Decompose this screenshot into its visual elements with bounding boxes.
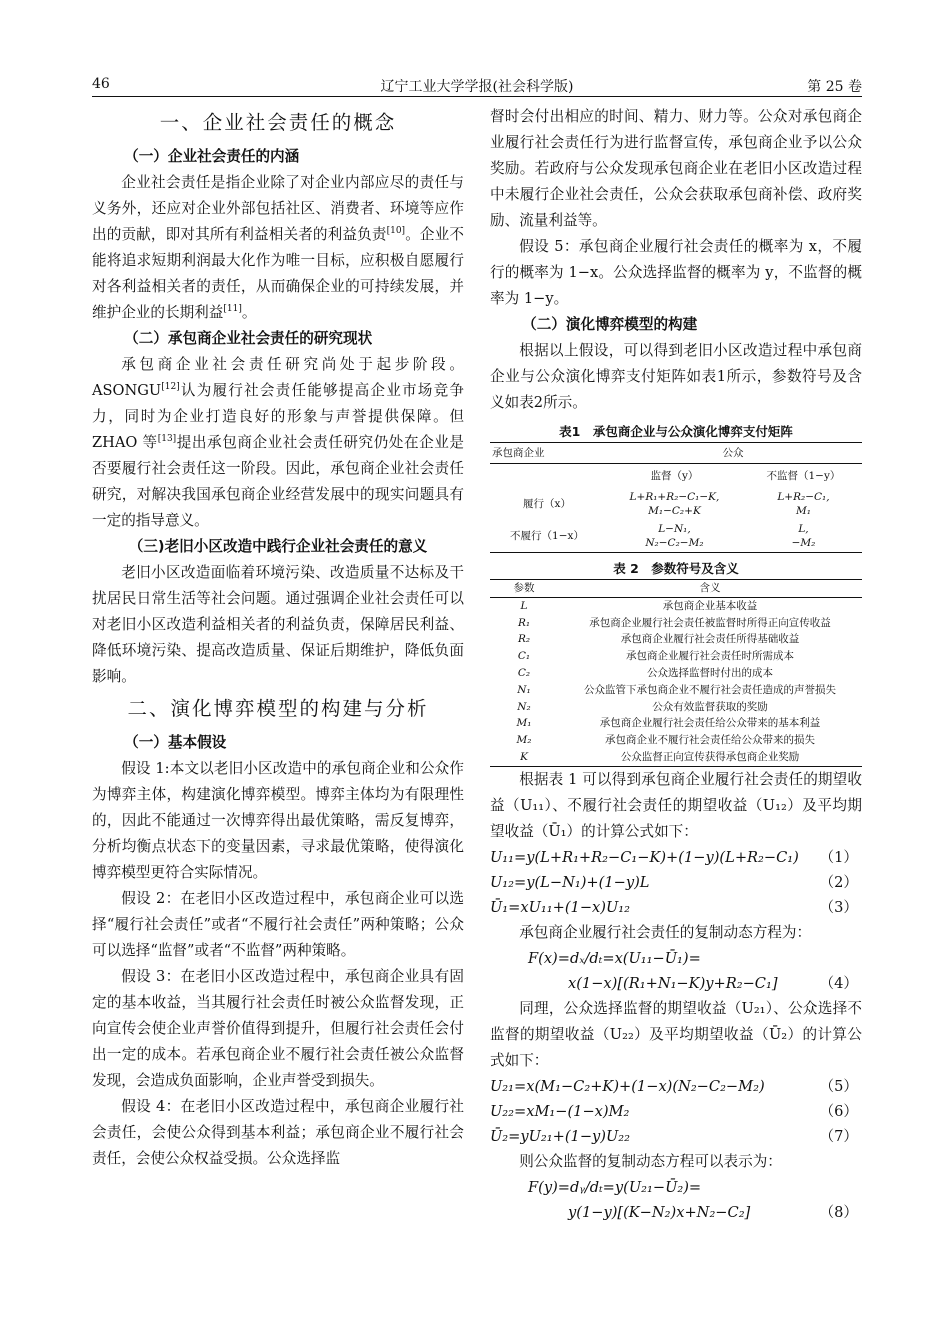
paragraph-expected-returns-public: 同理，公众选择监督的期望收益（U₂₁）、公众选择不监督的期望收益（U₂₂）及平均期望收益（Ū₂）的计算公式如下： — [490, 999, 862, 1069]
assumption-1: 假设 1:本文以老旧小区改造中的承包商企业和公众作为博弈主体，构建演化博弈模型。博弈主体均为有限理性的，因此不能通过一次博弈得出最优策略，需反复博弈，分析均衡点状态下的变量因素，寻求最优策略，使得演化博弈模型更符合实际情况。 — [92, 760, 464, 881]
paragraph-research-status: 承包商企业社会责任研究尚处于起步阶段。ASONGU[12]认为履行社会责任能够提高企业市场竞争力，同时为企业打造良好的形象与声誉提供保障。但 ZHAO 等[13]提出承包商企业社会责任研究仍处在企业是否要履行社会责任这一阶段。因此，承包商企业社会责任研究，对解决我国承包商企业经营发展中的现实问题具有一定的指导意义。 — [92, 356, 464, 529]
table-1-col-no-supervise: 不监督（1−y） — [766, 470, 841, 482]
payoff-cell: L−N₁, N₂−C₂−M₂ — [645, 523, 704, 549]
assumption-3: 假设 3：在老旧小区改造过程中，承包商企业具有固定的基本收益，当其履行社会责任时被公众监督发现，正向宣传会使企业声誉价值得到提升，但履行社会责任会付出一定的成本。若承包商企业不履行社会责任被公众监督发现，会造成负面影响，企业声誉受到损失。 — [92, 968, 464, 1089]
assumption-5: 假设 5：承包商企业履行社会责任的概率为 x，不履行的概率为 1−x。公众选择监督的概率为 y，不监督的概率为 1−y。 — [490, 238, 862, 307]
running-header — [92, 76, 862, 97]
payoff-cell: L+R₁+R₂−C₁−K, M₁−C₂+K — [629, 491, 720, 517]
citation-12: [12] — [161, 382, 180, 393]
table-row: C₁ 承包商企业履行社会责任时所需成本 — [517, 650, 794, 663]
page-number: 46 — [92, 76, 110, 92]
assumption-4: 假设 4：在老旧小区改造过程中，承包商企业履行社会责任，会使公众得到基本利益；承包商企业不履行社会责任，会使公众权益受损。公众选择监 — [92, 1098, 464, 1167]
journal-title: 辽宁工业大学学报(社会科学版) — [380, 79, 574, 95]
paragraph-csr-definition: 企业社会责任是指企业除了对企业内部应尽的责任与义务外，还应对企业外部包括社区、消费者、环境等应作出的贡献，即对其所有利益相关者的利益负责[10]。企业不能将追求短期利润最大化作为唯一目标，应积极自愿履行对各利益相关者的责任，从而确保企业的可持续发展，并维护企业的长期利益[11]。 — [92, 174, 464, 321]
citation-11: [11] — [223, 304, 242, 315]
table-row: L 承包商企业基本收益 — [520, 599, 758, 612]
table-1-header-enterprise: 承包商企业 — [490, 443, 604, 464]
table-row: M₂ 承包商企业不履行社会责任给公众带来的损失 — [516, 734, 815, 747]
paragraph-model-intro: 根据以上假设，可以得到老旧小区改造过程中承包商企业与公众演化博弈支付矩阵如表1所示，参数符号及含义如表2所示。 — [490, 342, 862, 411]
payoff-cell: L+R₂−C₁, M₁ — [777, 491, 830, 517]
citation-13: [13] — [157, 434, 177, 445]
equation-2: U₁₂=y(L−N₁)+(1−y)L （2） — [490, 873, 858, 891]
table-row: N₂ 公众有效监督获取的奖励 — [517, 700, 768, 713]
table-2-caption: 表 2 参数符号及含义 — [613, 561, 739, 576]
parameter-table — [490, 579, 862, 767]
table-2-header-symbol: 参数 — [490, 580, 558, 598]
table-2-header-meaning: 含义 — [558, 580, 862, 598]
equation-6: U₂₂=xM₁−(1−x)M₂ （6） — [490, 1102, 858, 1120]
payoff-matrix-table — [490, 442, 862, 553]
table-1-header-public: 公众 — [604, 443, 862, 464]
payoff-cell: L, −M₂ — [791, 523, 816, 549]
subsection-1-3-title: （三)老旧小区改造中践行企业社会责任的意义 — [128, 538, 428, 555]
assumption-2: 假设 2：在老旧小区改造过程中，承包商企业可以选择“履行社会责任”或者“不履行社会责任”两种策略；公众可以选择“监督”或者“不监督”两种策略。 — [92, 890, 464, 959]
equation-1: U₁₁=y(L+R₁+R₂−C₁−K)+(1−y)(L+R₂−C₁) （1） — [490, 848, 858, 866]
subsection-1-1-title: （一）企业社会责任的内涵 — [124, 148, 300, 165]
table-row: M₁ 承包商企业履行社会责任给公众带来的基本利益 — [516, 717, 821, 730]
left-column — [92, 104, 464, 1172]
equation-8-line-1: F(y)=dᵧ/dₜ=y(U₂₁−Ū₂)= — [528, 1178, 702, 1196]
equation-3: Ū₁=xU₁₁+(1−x)U₁₂ （3） — [490, 898, 858, 916]
table-row: K 公众监督正向宣传获得承包商企业奖励 — [520, 750, 800, 763]
table-row: N₁ 公众监管下承包商企业不履行社会责任造成的声誉损失 — [517, 683, 836, 696]
paragraph-replicator-public: 则公众监督的复制动态方程可以表示为： — [519, 1152, 782, 1170]
paragraph-expected-returns-enterprise: 根据表 1 可以得到承包商企业履行社会责任的期望收益（U₁₁）、不履行社会责任的期望收益（U₁₂）及平均期望收益（Ū₁）的计算公式如下： — [490, 770, 862, 840]
citation-10: [10] — [386, 226, 406, 237]
equation-4-line-2: x(1−x)[(R₁+N₁−K)y+R₂−C₁] （4） — [568, 974, 858, 992]
paragraph-significance: 老旧小区改造面临着环境污染、改造质量不达标及干扰居民日常生活等社会问题。通过强调企业社会责任可以对老旧小区改造利益相关者的利益负责，保障居民利益、降低环境污染、提高改造质量、保证后期维护，降低负面影响。 — [92, 564, 464, 685]
equation-7: Ū₂=yU₂₁+(1−y)U₂₂ （7） — [490, 1127, 858, 1145]
right-column — [490, 104, 862, 1225]
table-1-row-not-fulfill: 不履行（1−x） — [510, 530, 584, 542]
paragraph-replicator-enterprise: 承包商企业履行社会责任的复制动态方程为： — [519, 923, 812, 941]
section-1-title: 一、企业社会责任的概念 — [159, 111, 397, 134]
table-row: R₁ 承包商企业履行社会责任被监督时所得正向宣传收益 — [517, 616, 831, 629]
table-1-caption: 表1 承包商企业与公众演化博弈支付矩阵 — [559, 424, 793, 439]
equation-4-line-1: F(x)=dₓ/dₜ=x(U₁₁−Ū₁)= — [528, 949, 701, 967]
table-row: C₂ 公众选择监督时付出的成本 — [517, 666, 773, 679]
subsection-2-2-title: （二）演化博弈模型的构建 — [522, 316, 698, 333]
assumption-4-continued: 督时会付出相应的时间、精力、财力等。公众对承包商企业履行社会责任行为进行监督宣传，承包商企业予以公众奖励。若政府与公众发现承包商企业在老旧小区改造过程中未履行企业社会责任，公众会获取承包商补偿、政府奖励、流量利益等。 — [490, 108, 862, 229]
table-row: R₂ 承包商企业履行社会责任所得基础收益 — [517, 633, 800, 646]
equation-5: U₂₁=x(M₁−C₂+K)+(1−x)(N₂−C₂−M₂) （5） — [490, 1077, 858, 1095]
volume-label: 第 25 卷 — [807, 79, 862, 95]
equation-8-line-2: y(1−y)[(K−N₂)x+N₂−C₂] （8） — [568, 1203, 858, 1221]
section-2-title: 二、演化博弈模型的构建与分析 — [127, 697, 429, 720]
table-1-col-supervise: 监督（y） — [650, 470, 699, 482]
table-1-row-fulfill: 履行（x） — [523, 498, 571, 510]
subsection-1-2-title: （二）承包商企业社会责任的研究现状 — [124, 330, 373, 347]
subsection-2-1-title: （一）基本假设 — [124, 734, 227, 751]
